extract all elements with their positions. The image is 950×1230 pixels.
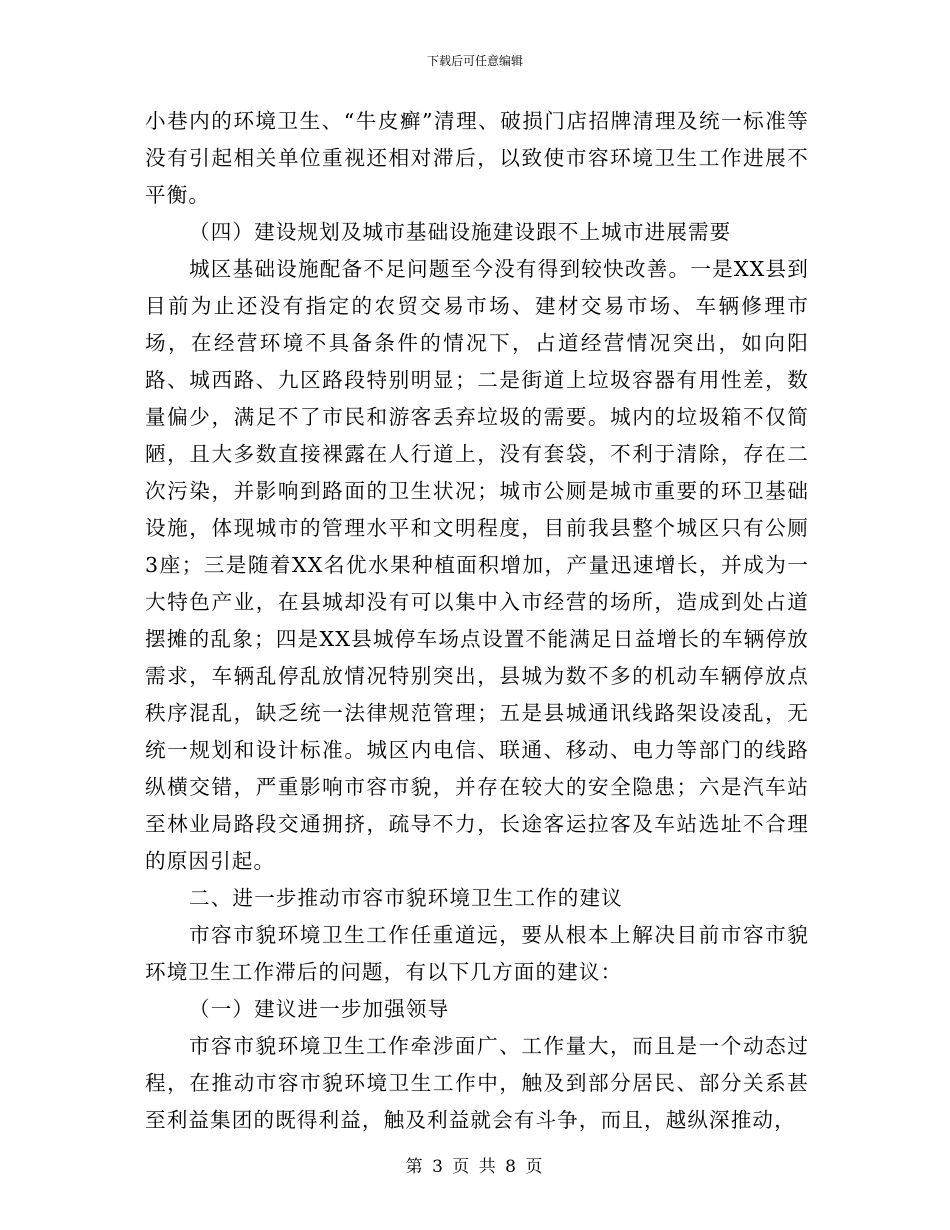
chapter-heading-2: 二、进一步推动市容市貌环境卫生工作的建议 xyxy=(189,886,623,910)
paragraph-infrastructure: 城区基础设施配备不足问题至今没有得到较快改善。一是XX县到目前为止还没有指定的农贸交易市场、建材交易市场、车辆修理市场，在经营环境不具备条件的情况下，占道经营情况突出，如向阳路、城西路、九区路段特别明显；二是街道上垃圾容器有用性差，数量偏少，满足不了市民和游客丢弃垃圾的需要。城内的垃圾箱不仅简陋，且大多数直接裸露在人行道上，没有套袋，不利于清除，存在二次污染，并影响到路面的卫生状况；城市公厕是城市重要的环卫基础设施，体现城市的管理水平和文明程度，目前我县整个城区只有公厕3座；三是随着XX名优水果种植面积增加，产量迅速增长，并成为一大特色产业，在县城却没有可以集中入市经营的场所，造成到处占道摆摊的乱象；四是XX县城停车场点设置不能满足日益增长的车辆停放需求，车辆乱停乱放情况特别突出，县城为数不多的机动车辆停放点秩序混乱，缺乏统一法律规范管理；五是县城通讯线路架设凌乱，无统一规划和设计标准。城区内电信、联通、移动、电力等部门的线路纵横交错，严重影响市容市貌，并存在较大的安全隐患；六是汽车站至林业局路段交通拥挤，疏导不力，长途客运拉客及车站选址不合理的原因引起。 xyxy=(145,257,809,873)
paragraph-continuation: 小巷内的环境卫生、“牛皮癣”清理、破损门店招牌清理及统一标准等没有引起相关单位重视还相对滞后，以致使市容环境卫生工作进展不平衡。 xyxy=(145,109,809,207)
section-heading-4: （四）建设规划及城市基础设施建设跟不上城市进展需要 xyxy=(189,220,732,244)
page-number-footer: 第 3 页 共 8 页 xyxy=(405,1157,545,1177)
page-header: 下载后可任意编辑 xyxy=(426,54,523,68)
document-body xyxy=(145,103,809,1139)
paragraph-suggestions-intro: 市容市貌环境卫生工作任重道远，要从根本上解决目前市容市貌环境卫生工作滞后的问题，有以下几方面的建议： xyxy=(145,923,809,984)
paragraph-leadership: 市容市貌环境卫生工作牵涉面广、工作量大，而且是一个动态过程，在推动市容市貌环境卫生工作中，触及到部分居民、部分关系甚至利益集团的既得利益，触及利益就会有斗争，而且，越纵深推动， xyxy=(145,1034,809,1132)
section-heading-1: （一）建议进一步加强领导 xyxy=(189,997,450,1021)
